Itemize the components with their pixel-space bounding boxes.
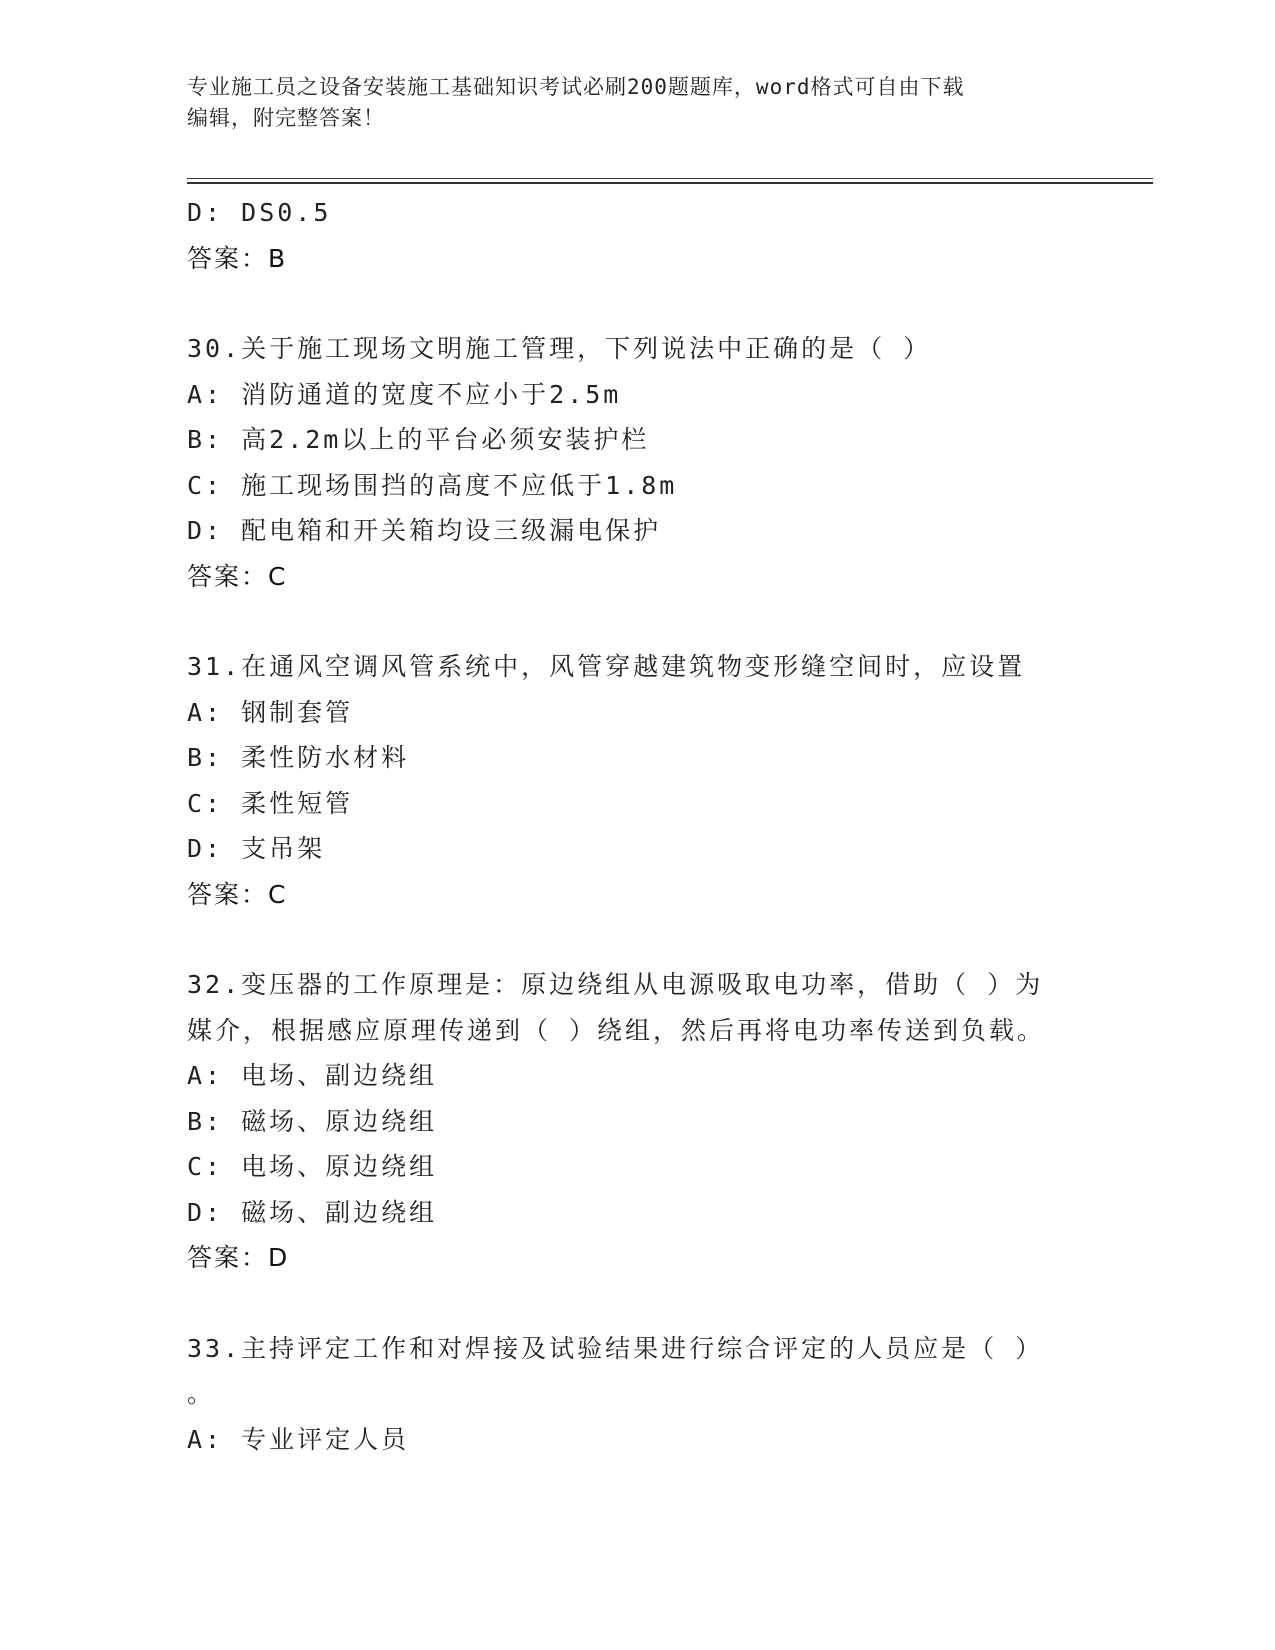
option-c: C: 电场、原边绕组: [187, 1152, 438, 1181]
question-stem: 30.关于施工现场文明施工管理，下列说法中正确的是（ ）: [187, 334, 932, 363]
question-block: [187, 962, 1087, 1281]
question-stem-line-1: 33.主持评定工作和对焊接及试验结果进行综合评定的人员应是（ ）: [187, 1333, 1044, 1363]
spacer: [187, 1281, 1087, 1326]
option-c: C: 柔性短管: [187, 788, 354, 818]
question-stem-line-2: 。: [187, 1379, 216, 1408]
option-a: A: 电场、副边绕组: [187, 1061, 438, 1090]
document-header: [187, 72, 1067, 134]
spacer: [187, 917, 1087, 962]
option-b: B: 柔性防水材料: [187, 743, 410, 772]
answer-line: 答案：C: [187, 561, 288, 591]
header-rule-thick: [187, 182, 1153, 184]
option-c: C: 施工现场围挡的高度不应低于1.8m: [187, 470, 678, 500]
question-stem-line-1: 32.变压器的工作原理是：原边绕组从电源吸取电功率，借助（ ）为: [187, 970, 1044, 999]
option-d: D: 配电箱和开关箱均设三级漏电保护: [187, 516, 662, 545]
answer-line: 答案：D: [187, 1243, 290, 1272]
option-a: A: 钢制套管: [187, 697, 354, 727]
option-a: A: 消防通道的宽度不应小于2.5m: [187, 379, 622, 409]
carryover-option-d: D: DS0.5: [187, 198, 332, 227]
question-stem: 31.在通风空调风管系统中，风管穿越建筑物变形缝空间时，应设置: [187, 652, 1026, 681]
question-stem-line-2: 媒介，根据感应原理传递到（ ）绕组，然后再将电功率传送到负载。: [187, 1015, 1046, 1045]
header-title-line-2: 编辑，附完整答案！: [187, 106, 385, 130]
header-title-line-1: 专业施工员之设备安装施工基础知识考试必刷200题题库，word格式可自由下载: [187, 75, 965, 99]
question-block: [187, 326, 1087, 599]
option-d: D: 支吊架: [187, 834, 326, 863]
option-b: B: 磁场、原边绕组: [187, 1106, 438, 1136]
question-block: [187, 1326, 1087, 1463]
carryover-answer: 答案：B: [187, 243, 288, 273]
answer-line: 答案：C: [187, 879, 288, 909]
option-b: B: 高2.2m以上的平台必须安装护栏: [187, 425, 650, 454]
header-rule-thin: [187, 178, 1153, 179]
question-block: [187, 644, 1087, 917]
spacer: [187, 599, 1087, 644]
question-list: [187, 190, 1087, 1462]
option-d: D: 磁场、副边绕组: [187, 1197, 438, 1227]
option-a: A: 专业评定人员: [187, 1424, 410, 1454]
spacer: [187, 281, 1087, 326]
